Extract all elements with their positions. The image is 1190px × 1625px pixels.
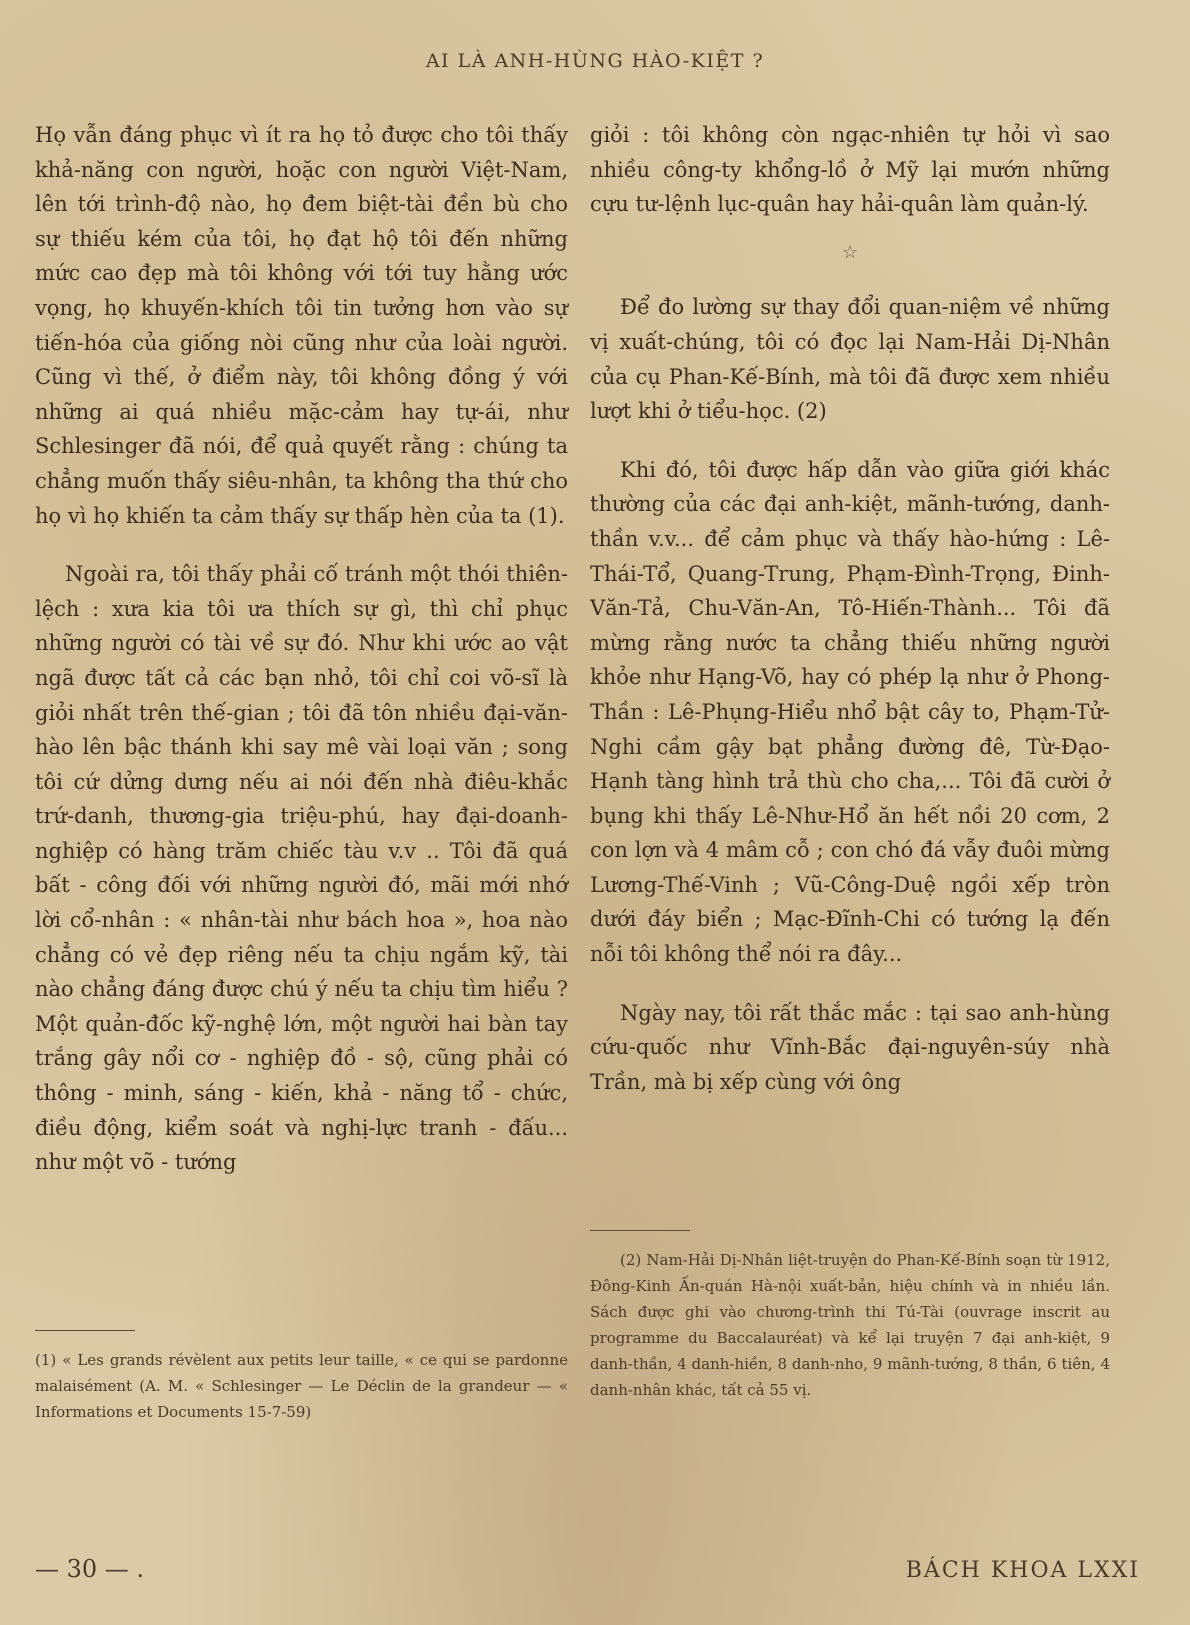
left-paragraph-2: Ngoài ra, tôi thấy phải cố tránh một thói thiên-lệch : xưa kia tôi ưa thích sự gì, thì chỉ phục những người có tài về sự đó. Như khi ước ao vật ngã được tất cả các bạn nhỏ, tôi chỉ coi võ-sĩ là giỏi nhất trên thế-gian ; tôi đã tôn nhiều đại-văn-hào lên bậc thánh khi say mê vài loại văn ; song tôi cứ dửng dưng nếu ai nói đến nhà điêu-khắc trứ-danh, thương-gia triệu-phú, hay đại-doanh-nghiệp có hàng trăm chiếc tàu v.v .. Tôi đã quá bất - công đối với những người đó, mãi mới nhớ lời cổ-nhân : « nhân-tài như bách hoa », hoa nào chẳng có vẻ đẹp riêng nếu ta chịu ngắm kỹ, tài nào chẳng đáng được chú ý nếu ta chịu tìm hiểu ? Một quản-đốc kỹ-nghệ lớn, một người hai bàn tay trắng gây nổi cơ - nghiệp đồ - sộ, cũng phải có thông - minh, sáng - kiến, khả - năng tổ - chức, điều động, kiểm soát và nghị-lực tranh - đấu... như một võ - tướng (35, 562, 568, 1175)
right-paragraph-3: Khi đó, tôi được hấp dẫn vào giữa giới khác thường của các đại anh-kiệt, mãnh-tướng, danh-thần v.v... để cảm phục và thấy hào-hứng : Lê-Thái-Tổ, Quang-Trung, Phạm-Đình-Trọng, Đinh-Văn-Tả, Chu-Văn-An, Tô-Hiến-Thành... Tôi đã mừng rằng nước ta chẳng thiếu những người khỏe như Hạng-Võ, hay có phép lạ như ở Phong-Thần : Lê-Phụng-Hiểu nhổ bật cây to, Phạm-Tử-Nghi cầm gậy bạt phẳng đường đê, Từ-Đạo-Hạnh tàng hình trả thù cho cha,... Tôi đã cười ở bụng khi thấy Lê-Như-Hổ ăn hết nồi 20 cơm, 2 con lợn và 4 mâm cỗ ; con chó đá vẫy đuôi mừng Lương-Thế-Vinh ; Vũ-Công-Duệ ngồi xếp tròn dưới đáy biển ; Mạc-Đĩnh-Chi có tướng lạ đến nỗi tôi không thể nói ra đây... (590, 457, 1110, 967)
footnote-1: (1) « Les grands révèlent aux petits leur taille, « ce qui se pardonne malaisément (A. M. « Schlesinger — Le Déclin de la grandeur — « Informations et Documents 15-7-59) (35, 1351, 568, 1421)
page-header: AI LÀ ANH-HÙNG HÀO-KIỆT ? (425, 50, 765, 72)
footnote-2: (2) Nam-Hải Dị-Nhân liệt-truyện do Phan-Kế-Bính soạn từ 1912, Đông-Kinh Ấn-quán Hà-nội xuất-bản, hiệu chính và in nhiều lần. Sách được ghi vào chương-trình thi Tú-Tài (ouvrage inscrit au programme du Baccalauréat) và kể lại truyện 7 đại anh-kiệt, 9 danh-thần, 4 danh-hiền, 8 danh-nho, 9 mãnh-tướng, 8 thần, 6 tiên, 4 danh-nhân khác, tất cả 55 vị. (590, 1251, 1110, 1399)
page-number: — 30 — . (35, 1555, 145, 1583)
footnote-divider (590, 1230, 690, 1231)
right-footnote-block (590, 1230, 1110, 1403)
left-column (35, 118, 568, 1180)
magazine-title: BÁCH KHOA LXXI (905, 1558, 1140, 1583)
right-column (590, 118, 1110, 1099)
left-paragraph-1: Họ vẫn đáng phục vì ít ra họ tỏ được cho tôi thấy khả-năng con người, hoặc con người Việt-Nam, lên tới trình-độ nào, họ đem biệt-tài đền bù cho sự thiếu kém của tôi, họ đạt hộ tôi đến những mức cao đẹp mà tôi không với tới tuy hằng ước vọng, họ khuyến-khích tôi tin tưởng hơn vào sự tiến-hóa của giống nòi cũng như của loài người. Cũng vì thế, ở điểm này, tôi không đồng ý với những ai quá nhiều mặc-cảm hay tự-ái, như Schlesinger đã nói, để quả quyết rằng : chúng ta chẳng muốn thấy siêu-nhân, ta không tha thứ cho họ vì họ khiến ta cảm thấy sự thấp hèn của ta (1). (35, 123, 568, 528)
right-paragraph-4: Ngày nay, tôi rất thắc mắc : tại sao anh-hùng cứu-quốc như Vĩnh-Bắc đại-nguyên-súy nhà Trần, mà bị xếp cùng với ông (590, 1000, 1110, 1094)
right-paragraph-2: Để đo lường sự thay đổi quan-niệm về những vị xuất-chúng, tôi có đọc lại Nam-Hải Dị-Nhân của cụ Phan-Kế-Bính, mà tôi đã được xem nhiều lượt khi ở tiểu-học. (2) (590, 295, 1110, 424)
left-footnote-block (35, 1330, 568, 1425)
right-paragraph-1: giỏi : tôi không còn ngạc-nhiên tự hỏi vì sao nhiều công-ty khổng-lồ ở Mỹ lại mướn những cựu tư-lệnh lục-quân hay hải-quân làm quản-lý. (590, 123, 1110, 217)
footnote-divider (35, 1330, 135, 1331)
section-star-icon: ☆ (841, 241, 859, 263)
